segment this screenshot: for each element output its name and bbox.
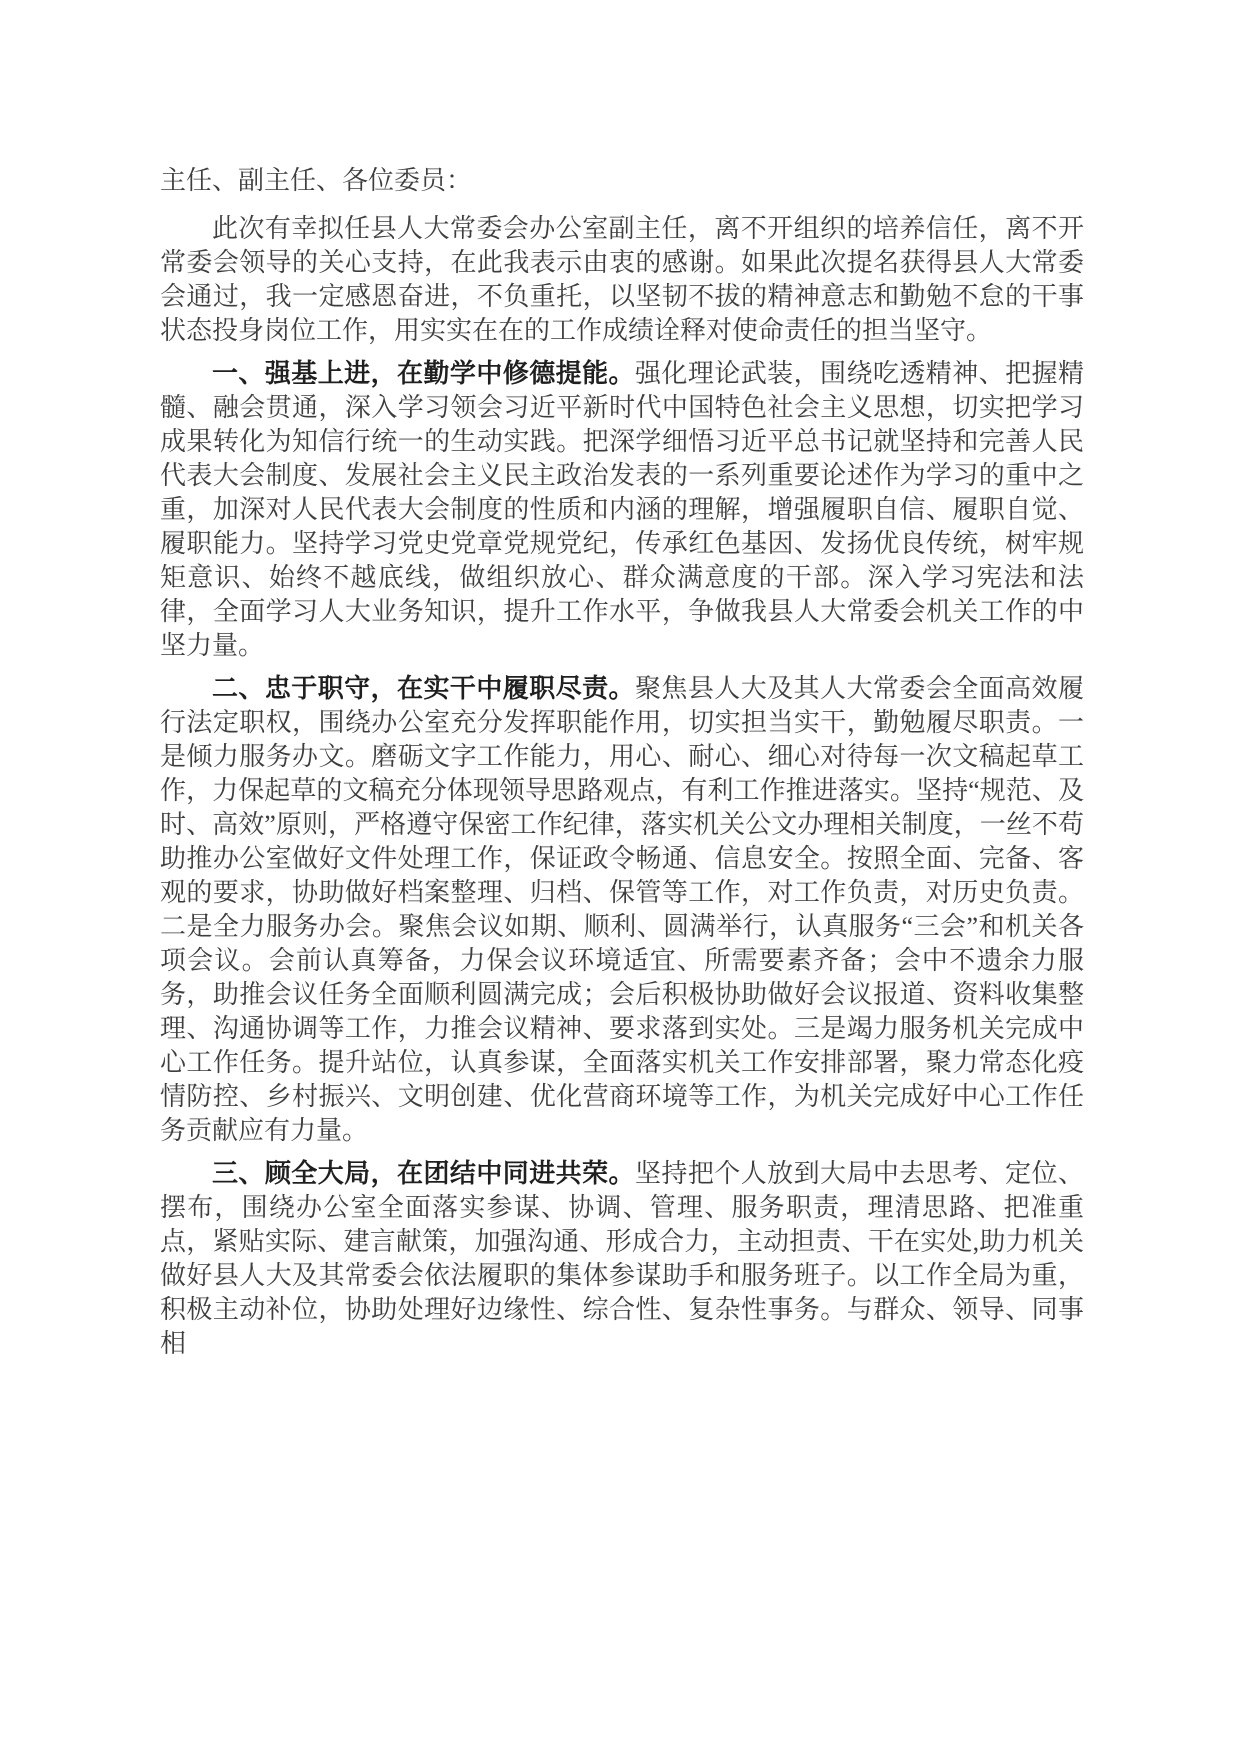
section-3-paragraph: [160, 1157, 1084, 1361]
section-2-heading: 二、忠于职守，在实干中履职尽责。: [212, 674, 635, 703]
section-1-heading: 一、强基上进，在勤学中修德提能。: [212, 359, 635, 388]
section-3-heading: 三、顾全大局，在团结中同进共荣。: [212, 1159, 635, 1188]
section-1-body: 强化理论武装，围绕吃透精神、把握精髓、融会贯通，深入学习领会习近平新时代中国特色社会主义思想，切实把学习成果转化为知信行统一的生动实践。把深学细悟习近平总书记就坚持和完善人民代表大会制度、发展社会主义民主政治发表的一系列重要论述作为学习的重中之重，加深对人民代表大会制度的性质和内涵的理解，增强履职自信、履职自觉、履职能力。坚持学习党史党章党规党纪，传承红色基因、发扬优良传统，树牢规矩意识、始终不越底线，做组织放心、群众满意度的干部。深入学习宪法和法律，全面学习人大业务知识，提升工作水平，争做我县人大常委会机关工作的中坚力量。: [160, 359, 1084, 660]
section-3-body: 坚持把个人放到大局中去思考、定位、摆布，围绕办公室全面落实参谋、协调、管理、服务职责，理清思路、把准重点，紧贴实际、建言献策，加强沟通、形成合力，主动担责、干在实处,助力机关做好县人大及其常委会依法履职的集体参谋助手和服务班子。以工作全局为重，积极主动补位，协助处理好边缘性、综合性、复杂性事务。与群众、领导、同事相: [160, 1159, 1084, 1358]
section-2-paragraph: [160, 672, 1084, 1148]
salutation: 主任、副主任、各位委员：: [160, 166, 473, 195]
paragraph-intro-body: 此次有幸拟任县人大常委会办公室副主任，离不开组织的培养信任，离不开常委会领导的关心支持，在此我表示由衷的感谢。如果此次提名获得县人大常委会通过，我一定感恩奋进，不负重托，以坚韧不拔的精神意志和勤勉不怠的干事状态投身岗位工作，用实实在在的工作成绩诠释对使命责任的担当坚守。: [160, 214, 1084, 345]
section-2-body: 聚焦县人大及其人大常委会全面高效履行法定职权，围绕办公室充分发挥职能作用，切实担当实干，勤勉履尽职责。一是倾力服务办文。磨砺文字工作能力，用心、耐心、细心对待每一次文稿起草工作，力保起草的文稿充分体现领导思路观点，有利工作推进落实。坚持“规范、及时、高效”原则，严格遵守保密工作纪律，落实机关公文办理相关制度，一丝不苟助推办公室做好文件处理工作，保证政令畅通、信息安全。按照全面、完备、客观的要求，协助做好档案整理、归档、保管等工作，对工作负责，对历史负责。二是全力服务办会。聚焦会议如期、顺利、圆满举行，认真服务“三会”和机关各项会议。会前认真筹备，力保会议环境适宜、所需要素齐备；会中不遗余力服务，助推会议任务全面顺利圆满完成；会后积极协助做好会议报道、资料收集整理、沟通协调等工作，力推会议精神、要求落到实处。三是竭力服务机关完成中心工作任务。提升站位，认真参谋，全面落实机关工作安排部署，聚力常态化疫情防控、乡村振兴、文明创建、优化营商环境等工作，为机关完成好中心工作任务贡献应有力量。: [160, 674, 1084, 1145]
paragraph-intro: [160, 212, 1084, 348]
section-1-paragraph: [160, 357, 1084, 663]
